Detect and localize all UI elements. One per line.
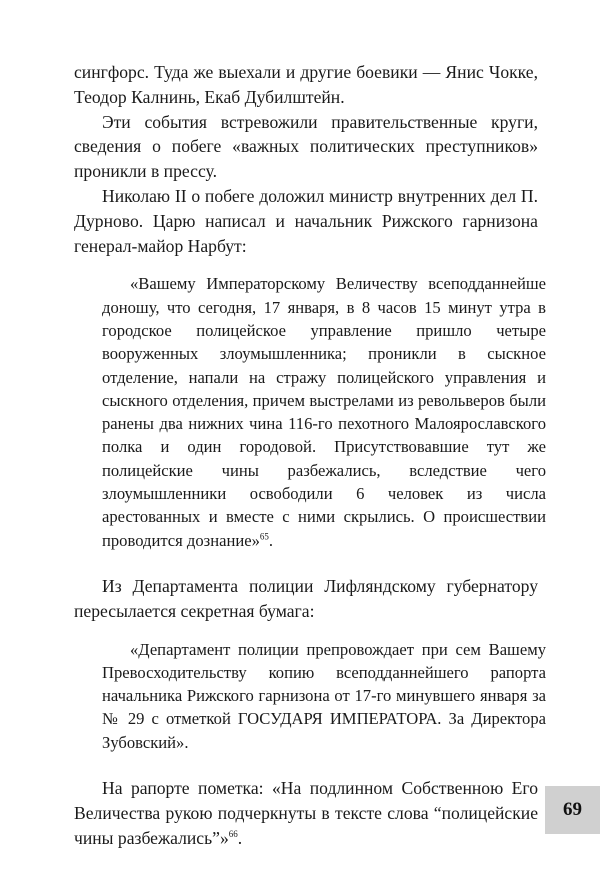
page-number-tab: 69 <box>545 786 600 834</box>
footnote-marker-66[interactable]: 66 <box>228 828 238 839</box>
paragraph-5-end: . <box>237 827 243 848</box>
paragraph-3: Николаю II о побеге доложил министр внутренних дел П. Дурново. Царю написал и начальник Рижского гарнизона генерал-майор Нарбут: <box>74 185 538 256</box>
quote-report-end: . <box>268 530 274 550</box>
footnote-marker-65[interactable]: 65 <box>259 531 269 542</box>
page-body <box>74 60 546 850</box>
paragraph-4: Из Департамента полиции Лифляндскому губернатору пересылается секретная бумага: <box>74 575 538 621</box>
quote-report-text: «Вашему Императорскому Величеству всеподданнейше доношу, что сегодня, 17 января, в 8 часов 15 минут утра в городское полицейское управление пришло четыре вооруженных злоумышленника; проникли в сыскное отделение, напали на стражу полицейского управления и сыскного отделения, причем выстрелами из револьверов были ранены два нижних чина 116-го пехотного Малоярославского полка и один городовой. Присутствовавшие тут же полицейские чины разбежались, вследствие чего злоумышленники освободили 6 человек из числа арестованных и вместе с ними скрылись. О происшествии проводится дознание» <box>102 274 546 550</box>
paragraph-5-text: На рапорте пометка: «На подлинном Собственною Его Величества рукою подчеркнуты в тексте слова “полицейские чины разбежались”» <box>74 778 538 848</box>
paragraph-2: Эти события встревожили правительственные круги, сведения о побеге «важных политических преступников» проникли в прессу. <box>74 111 538 182</box>
paragraph-1: сингфорс. Туда же выехали и другие боевики — Янис Чокке, Теодор Калнинь, Екаб Дубилштейн. <box>74 62 538 107</box>
paragraph-5 <box>74 776 538 850</box>
quote-report-narbut <box>102 272 546 552</box>
quote-department: «Департамент полиции препровождает при сем Вашему Превосходительству копию всеподданнейшего рапорта начальника Рижского гарнизона от 17-го минувшего января за № 29 с отметкой ГОСУДАРЯ ИМПЕРАТОРА. За Директора Зубовский». <box>102 639 546 752</box>
